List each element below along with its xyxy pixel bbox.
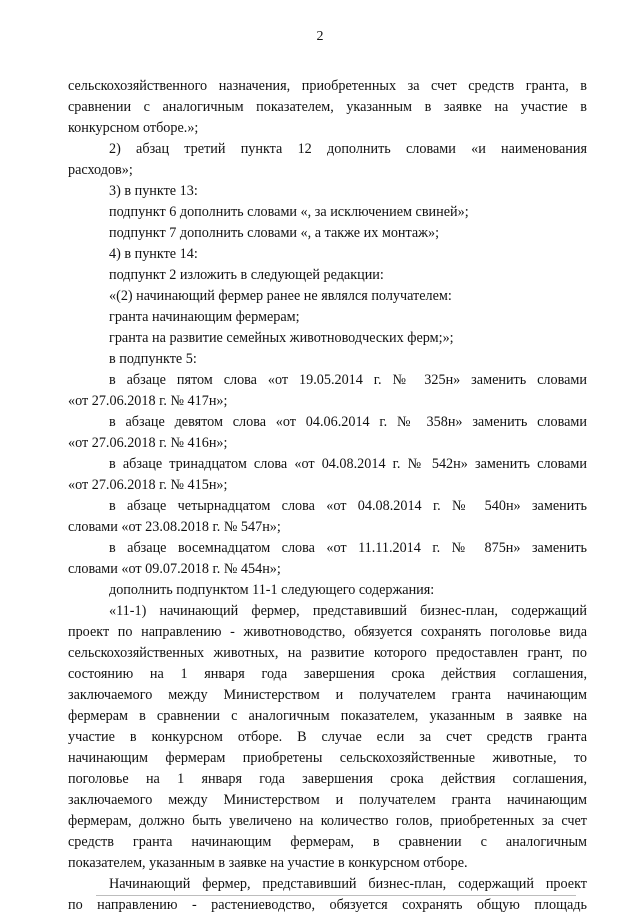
text-line: подпункт 6 дополнить словами «, за исключением свиней»;	[109, 204, 469, 220]
text-line: подпункт 2 изложить в следующей редакции:	[109, 267, 384, 283]
scan-edge	[96, 895, 576, 896]
text-line: «от 27.06.2018 г. № 417н»;	[68, 393, 228, 409]
text-line: гранта на развитие семейных животноводческих ферм;»;	[109, 330, 454, 346]
text-line: словами «от 09.07.2018 г. № 454н»;	[68, 561, 281, 577]
text-line: начинающим фермерам приобретены сельскохозяйственные животные, то	[68, 750, 587, 766]
text-line: «(2) начинающий фермер ранее не являлся получателем:	[109, 288, 452, 304]
text-line: сельскохозяйственных животных, на развитие которого предоставлен грант, по	[68, 645, 587, 661]
text-line: поголовье на 1 января года завершения срока действия соглашения,	[68, 771, 587, 787]
text-line: «от 27.06.2018 г. № 416н»;	[68, 435, 228, 451]
text-line: по направлению - растениеводство, обязуется сохранять общую площадь	[68, 897, 587, 913]
text-line: проект по направлению - животноводство, обязуется сохранять поголовье вида	[68, 624, 587, 640]
text-line: в абзаце тринадцатом слова «от 04.08.2014 г. № 542н» заменить словами	[109, 456, 587, 472]
text-line: «от 27.06.2018 г. № 415н»;	[68, 477, 228, 493]
page-number: 2	[316, 29, 324, 44]
text-line: подпункт 7 дополнить словами «, а также их монтаж»;	[109, 225, 440, 241]
text-line: дополнить подпунктом 11-1 следующего содержания:	[109, 582, 435, 598]
text-line: словами «от 23.08.2018 г. № 547н»;	[68, 519, 281, 535]
text-line: в подпункте 5:	[109, 351, 197, 367]
text-line: в абзаце девятом слова «от 04.06.2014 г. № 358н» заменить словами	[109, 414, 587, 430]
text-line: в абзаце восемнадцатом слова «от 11.11.2014 г. № 875н» заменить	[109, 540, 587, 556]
text-line: сельскохозяйственного назначения, приобретенных за счет средств гранта, в	[68, 78, 587, 94]
text-line: средств гранта начинающим фермерам, в сравнении с аналогичным	[68, 834, 587, 850]
text-line: показателем, указанным в заявке на участие в конкурсном отборе.	[68, 855, 468, 871]
text-line: расходов»;	[68, 162, 133, 178]
text-line: сравнении с аналогичным показателем, указанным в заявке на участие в	[68, 99, 587, 115]
text-line: участие в конкурсном отборе. В случае если за счет средств гранта	[68, 729, 587, 745]
text-line: 4) в пункте 14:	[109, 246, 198, 262]
text-line: 2) абзац третий пункта 12 дополнить словами «и наименования	[109, 141, 587, 157]
text-line: конкурсном отборе.»;	[68, 120, 199, 136]
text-line: 3) в пункте 13:	[109, 183, 198, 199]
text-line: заключаемого между Министерством и получателем гранта начинающим	[68, 687, 587, 703]
text-line: фермерам в сравнении с аналогичным показателем, указанным в заявке на	[68, 708, 587, 724]
text-line: фермерам, должно быть увеличено на количество голов, приобретенных за счет	[68, 813, 587, 829]
text-line: гранта начинающим фермерам;	[109, 309, 300, 325]
text-line: «11-1) начинающий фермер, представивший бизнес-план, содержащий	[109, 603, 587, 619]
text-line: Начинающий фермер, представивший бизнес-план, содержащий проект	[109, 876, 587, 892]
text-line: состоянию на 1 января года завершения срока действия соглашения,	[68, 666, 587, 682]
text-line: заключаемого между Министерством и получателем гранта начинающим	[68, 792, 587, 808]
text-line: в абзаце четырнадцатом слова «от 04.08.2014 г. № 540н» заменить	[109, 498, 587, 514]
text-line: в абзаце пятом слова «от 19.05.2014 г. № 325н» заменить словами	[109, 372, 587, 388]
